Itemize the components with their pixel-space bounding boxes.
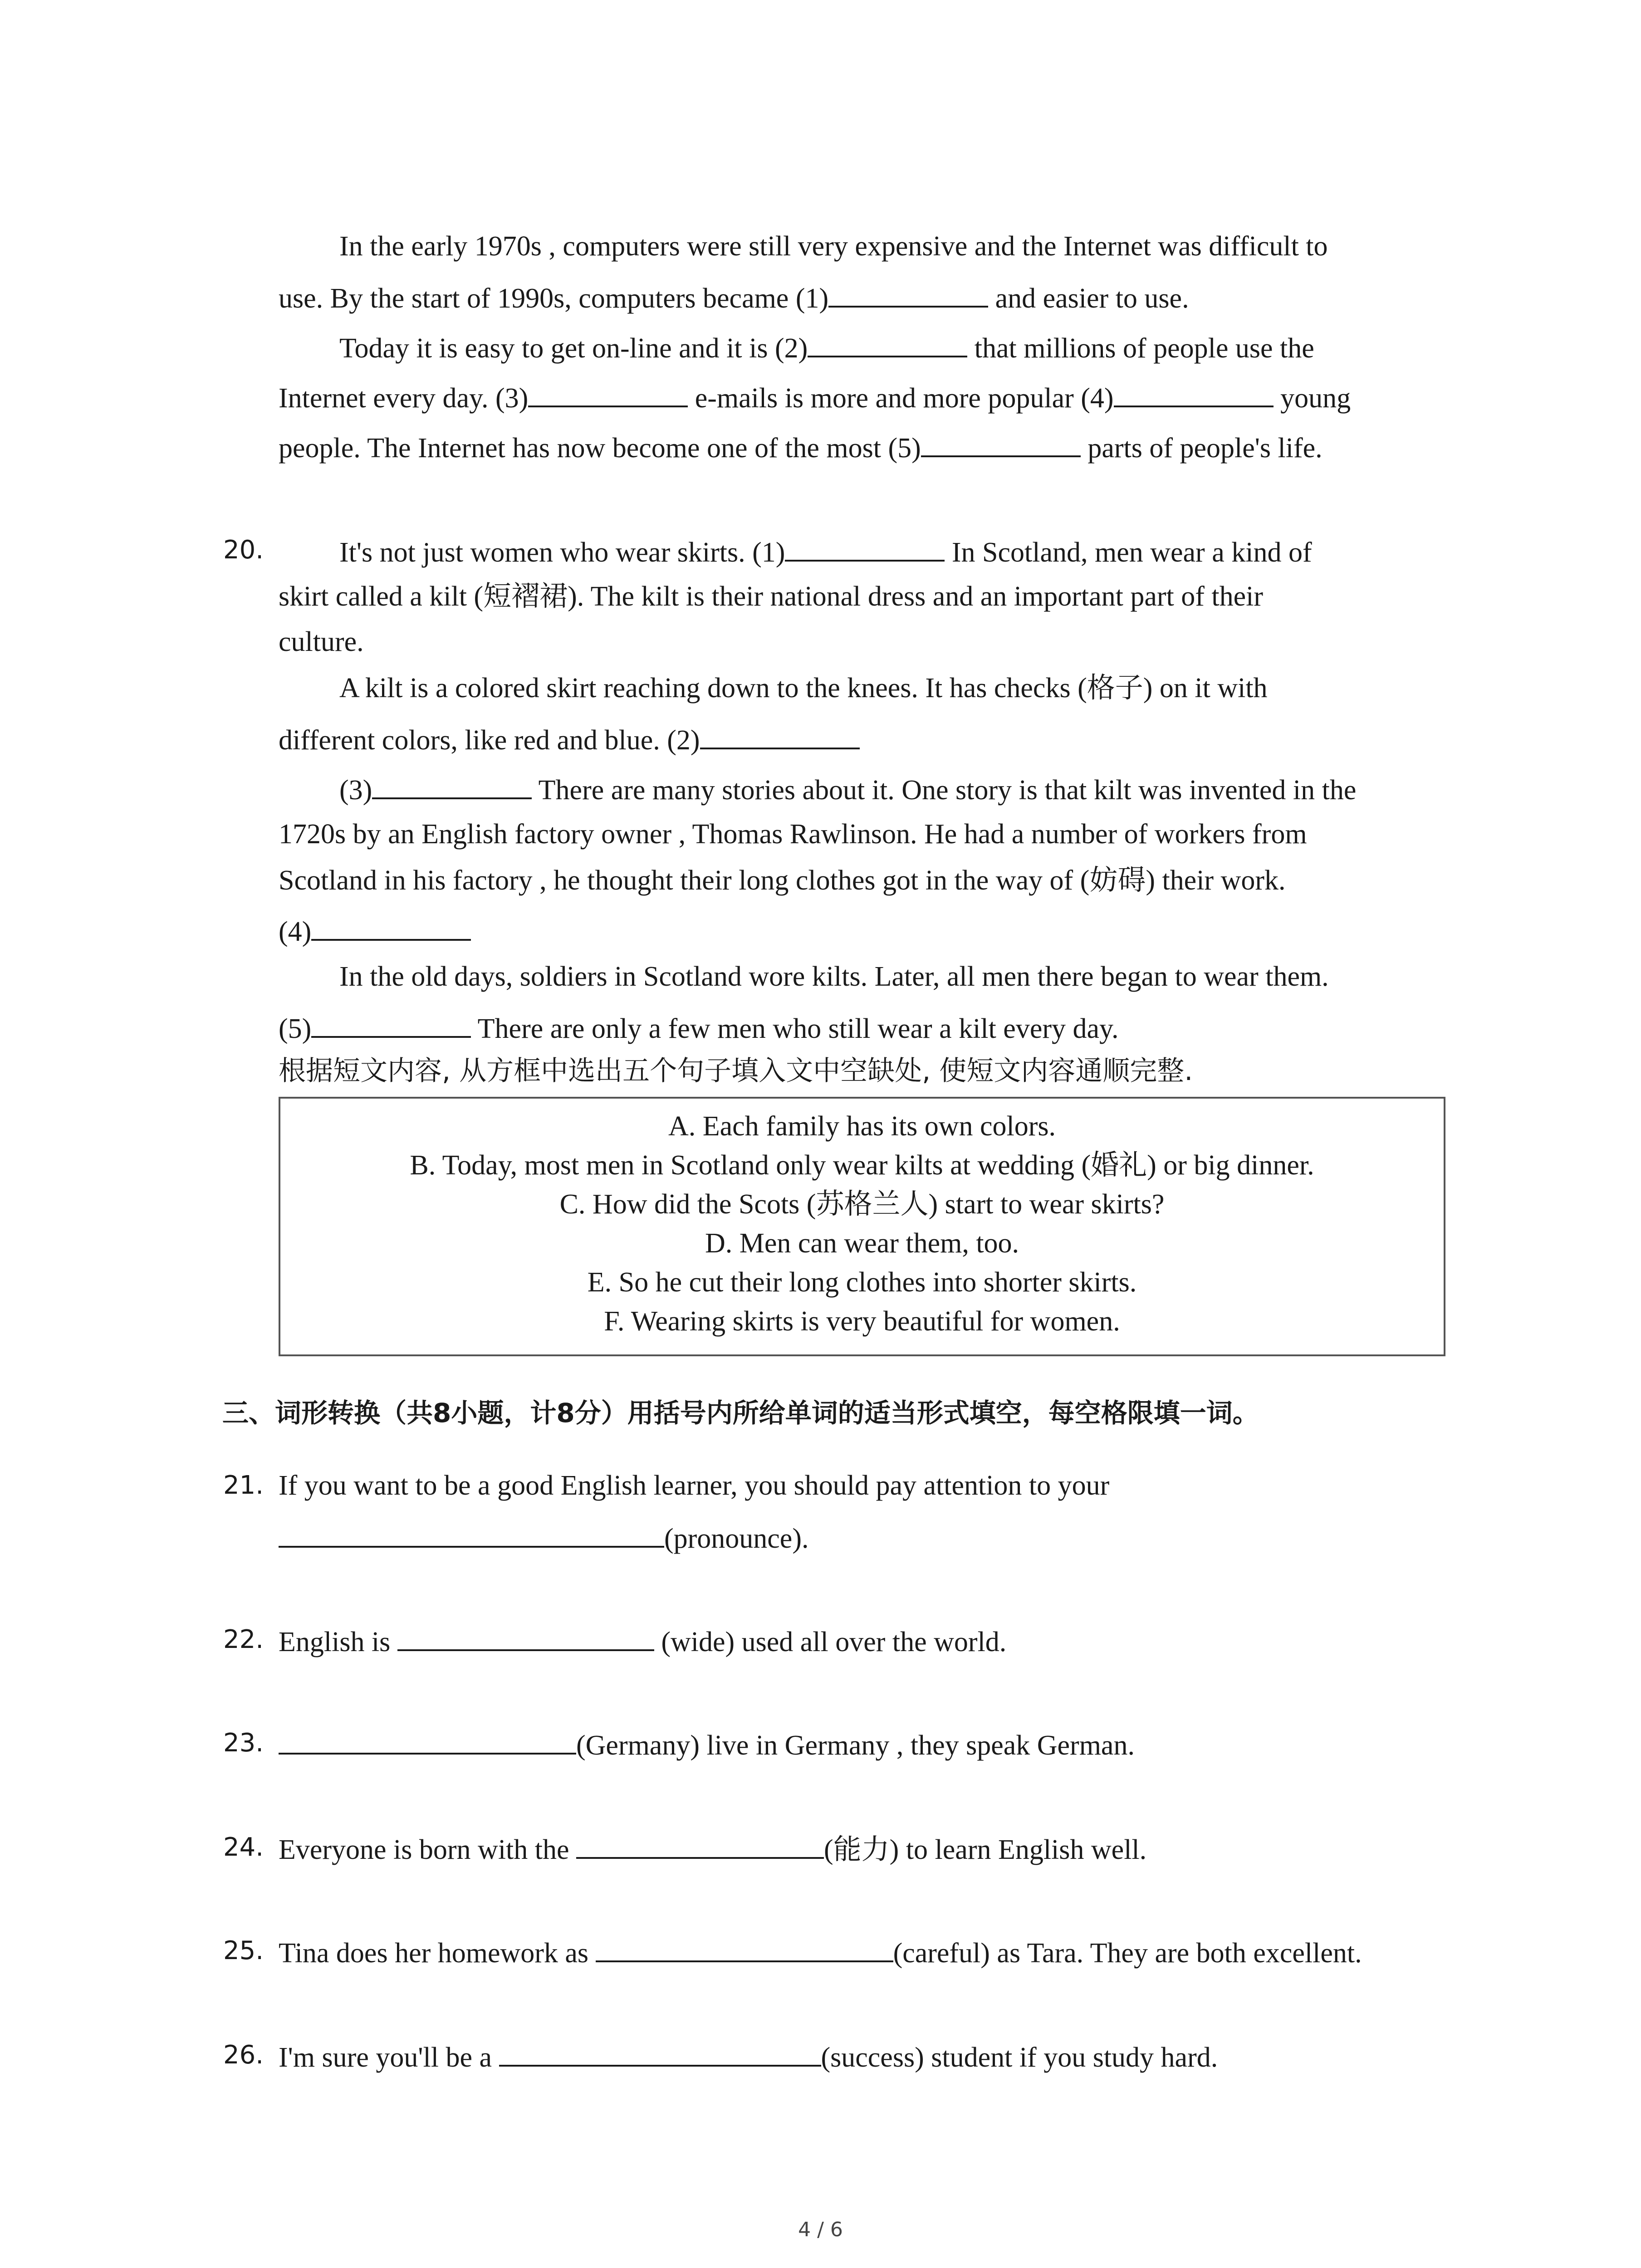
option-a: A. Each family has its own colors.: [668, 1111, 1056, 1142]
passage-text: In the old days, soldiers in Scotland wore kilts. Later, all men there began to wear them.: [339, 961, 1329, 992]
passage-text: (5): [279, 1013, 312, 1044]
answer-blank[interactable]: [808, 330, 967, 357]
answer-blank[interactable]: [921, 430, 1081, 457]
question-line: [279, 1624, 1006, 1656]
passage-text: Scotland in his factory , he thought their long clothes got in the way of (妨碍) their work.: [279, 865, 1286, 896]
passage-line: [339, 672, 1268, 704]
question-number: 24.: [223, 1833, 264, 1862]
passage-line: [279, 280, 1189, 312]
passage-line: [279, 430, 1323, 462]
passage-text: e-mails is more and more popular (4): [688, 383, 1114, 414]
passage-text: There are many stories about it. One story is that kilt was invented in the: [532, 775, 1357, 806]
passage-line: [339, 772, 1356, 804]
passage-line: [279, 380, 1351, 412]
passage-line: [279, 722, 860, 754]
passage-text: Internet every day. (3): [279, 383, 529, 414]
passage-line: [279, 865, 1286, 896]
question-text: I'm sure you'll be a: [279, 2042, 499, 2073]
answer-blank[interactable]: [785, 534, 945, 562]
options-box: [279, 1097, 1445, 1356]
question-text: (success) student if you study hard.: [821, 2042, 1218, 2073]
question-number: 21.: [223, 1471, 264, 1500]
question-text: (wide) used all over the world.: [654, 1627, 1007, 1657]
page-number: 4 / 6: [798, 2218, 843, 2241]
passage-text: use. By the start of 1990s, computers became (1): [279, 283, 829, 314]
question-text: If you want to be a good English learner, you should pay attention to your: [279, 1470, 1110, 1501]
option-b: B. Today, most men in Scotland only wear kilts at wedding (婚礼) or big dinner.: [410, 1150, 1314, 1181]
passage-line: [279, 581, 1263, 612]
answer-blank[interactable]: [528, 380, 688, 407]
question-text: (careful) as Tara. They are both excellent.: [893, 1938, 1362, 1969]
answer-blank[interactable]: [311, 914, 471, 941]
question-number: 23.: [223, 1728, 264, 1758]
passage-text: culture.: [279, 626, 364, 657]
passage-text: parts of people's life.: [1080, 433, 1323, 464]
question-text: (pronounce).: [664, 1523, 809, 1554]
option-c: C. How did the Scots (苏格兰人) start to wear skirts?: [559, 1189, 1165, 1220]
passage-text: skirt called a kilt (短褶裙). The kilt is their national dress and an important part of their: [279, 581, 1264, 612]
passage-text: There are only a few men who still wear a kilt every day.: [471, 1013, 1119, 1044]
passage-text: that millions of people use the: [967, 333, 1314, 364]
question-text: (能力) to learn English well.: [824, 1834, 1147, 1865]
passage-text: (4): [279, 916, 312, 947]
question-line: [279, 1935, 1362, 1967]
section-title: 三、词形转换（共8小题，计8分）用括号内所给单词的适当形式填空，每空格限填一词。: [222, 1398, 1259, 1428]
question-text: Everyone is born with the: [279, 1834, 577, 1865]
answer-blank[interactable]: [279, 1520, 664, 1548]
answer-blank[interactable]: [397, 1624, 654, 1651]
passage-text: In Scotland, men wear a kind of: [945, 537, 1312, 568]
passage-line: [339, 330, 1314, 362]
answer-blank[interactable]: [499, 2039, 821, 2067]
passage-line: [279, 1011, 1118, 1042]
answer-blank[interactable]: [1114, 380, 1274, 407]
question-line: [279, 1727, 1135, 1759]
instruction-text: 根据短文内容, 从方框中选出五个句子填入文中空缺处, 使短文内容通顺完整.: [279, 1055, 1193, 1087]
passage-text: It's not just women who wear skirts. (1): [339, 537, 785, 568]
answer-blank[interactable]: [372, 772, 532, 799]
passage-text: 1720s by an English factory owner , Thomas Rawlinson. He had a number of workers from: [279, 819, 1307, 850]
passage-line: [279, 818, 1307, 850]
passage-text: young: [1273, 383, 1351, 414]
question-line: [279, 1470, 1109, 1501]
answer-blank[interactable]: [596, 1935, 893, 1962]
passage-text: people. The Internet has now become one of the most (5): [279, 433, 921, 464]
passage-text: Today it is easy to get on-line and it is (2): [339, 333, 808, 364]
question-line: [279, 2039, 1218, 2071]
question-text: (Germany) live in Germany , they speak German.: [576, 1730, 1135, 1761]
passage-text: A kilt is a colored skirt reaching down to the knees. It has checks (格子) on it with: [339, 673, 1268, 704]
passage-text: different colors, like red and blue. (2): [279, 725, 700, 756]
question-line: [279, 1520, 808, 1552]
question-text: English is: [279, 1627, 397, 1657]
question-number: 26.: [223, 2040, 264, 2070]
option-f: F. Wearing skirts is very beautiful for women.: [604, 1306, 1120, 1337]
passage-text: In the early 1970s , computers were still very expensive and the Internet was difficult to: [339, 231, 1328, 262]
passage-line: [339, 230, 1328, 262]
passage-line: [279, 626, 364, 658]
question-number: 25.: [223, 1936, 264, 1965]
answer-blank[interactable]: [279, 1727, 576, 1755]
answer-blank[interactable]: [311, 1011, 471, 1038]
passage-line: [339, 961, 1329, 992]
question-number: 22.: [223, 1625, 264, 1654]
question-line: [279, 1832, 1146, 1863]
answer-blank[interactable]: [576, 1832, 824, 1859]
passage-line: [279, 914, 471, 945]
passage-text: (3): [339, 775, 372, 806]
answer-blank[interactable]: [828, 280, 988, 308]
option-d: D. Men can wear them, too.: [705, 1228, 1019, 1259]
option-e: E. So he cut their long clothes into shorter skirts.: [587, 1267, 1137, 1298]
question-text: Tina does her homework as: [279, 1938, 596, 1969]
passage-text: and easier to use.: [988, 283, 1189, 314]
answer-blank[interactable]: [700, 722, 860, 749]
question-number: 20.: [223, 535, 264, 565]
passage-line: [339, 534, 1312, 566]
